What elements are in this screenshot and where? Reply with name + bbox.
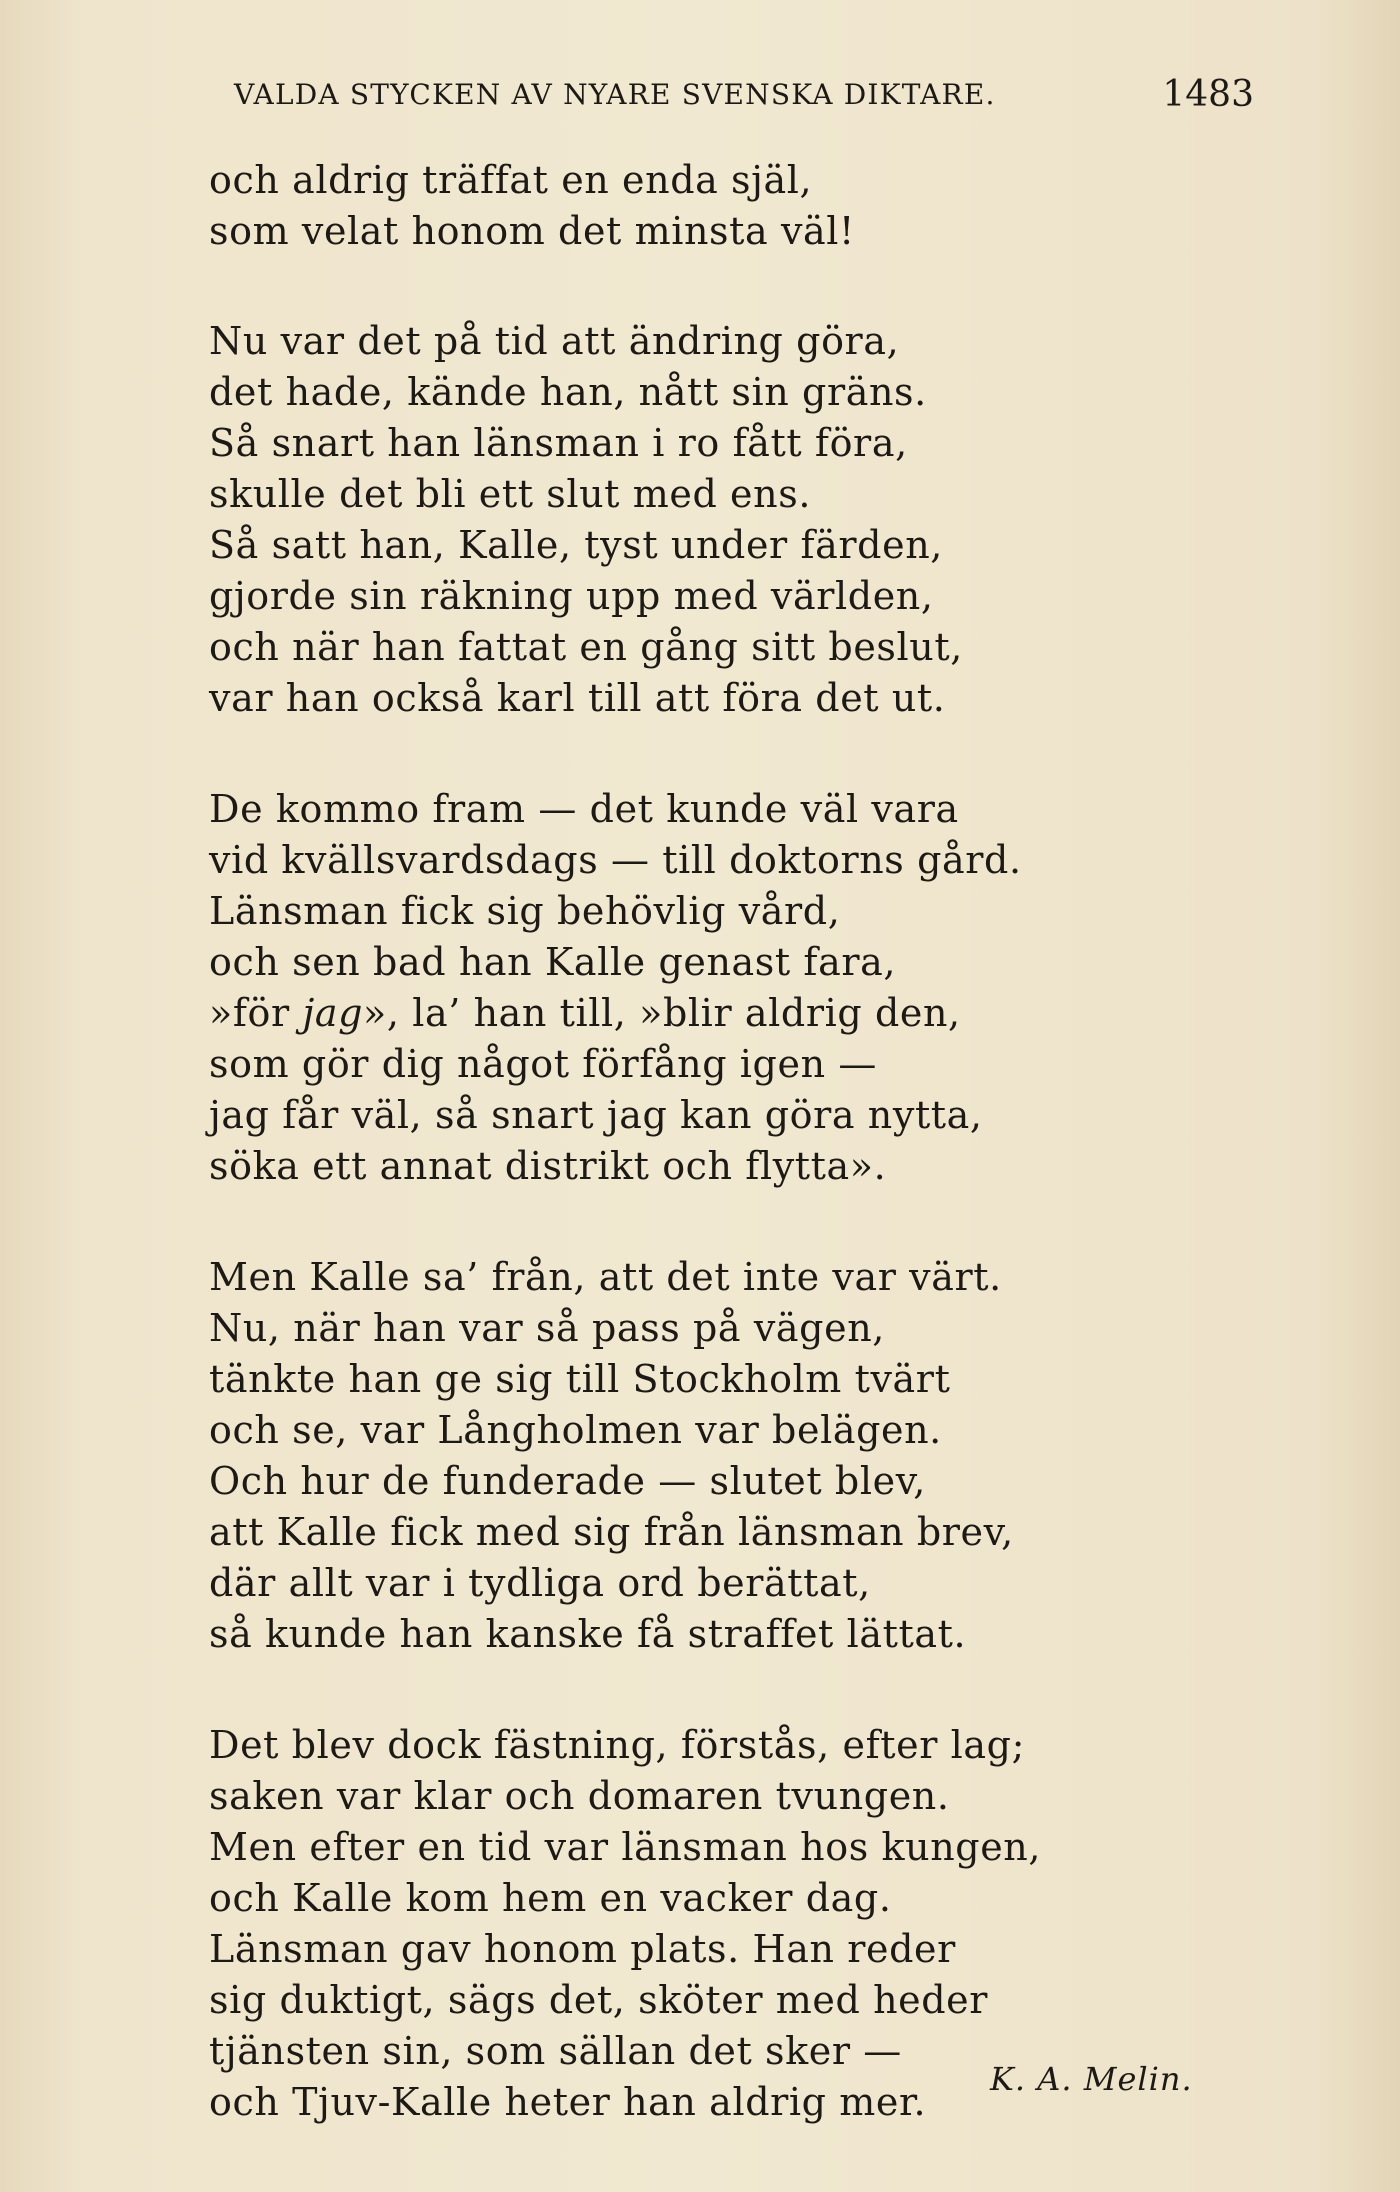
poem-line: Länsman fick sig behövlig vård, — [209, 889, 841, 933]
poem-line: Så satt han, Kalle, tyst under färden, — [209, 523, 943, 567]
poem-line: så kunde han kanske få straffet lättat. — [209, 1612, 967, 1656]
poem-line: och sen bad han Kalle genast fara, — [209, 940, 897, 984]
poem-line: Nu var det på tid att ändring göra, — [209, 319, 900, 363]
poem-line: som velat honom det minsta väl! — [209, 209, 855, 253]
poem-line: och aldrig träffat en enda själ, — [209, 158, 813, 202]
poem-line: De kommo fram — det kunde väl vara — [209, 787, 959, 831]
poem-line: saken var klar och domaren tvungen. — [209, 1774, 950, 1818]
poem-line: det hade, kände han, nått sin gräns. — [209, 370, 927, 414]
poem-line: tjänsten sin, som sällan det sker — — [209, 2029, 902, 2073]
poem-line: Men efter en tid var länsman hos kungen, — [209, 1825, 1042, 1869]
stanza-1 — [209, 155, 1109, 257]
poem-line: Det blev dock fästning, förstås, efter lag; — [209, 1723, 1025, 1767]
poem-line: där allt var i tydliga ord berättat, — [209, 1561, 871, 1605]
running-title: VALDA STYCKEN AV NYARE SVENSKA DIKTARE. — [234, 78, 996, 111]
poem-line: och när han fattat en gång sitt beslut, — [209, 625, 963, 669]
author-signature: K. A. Melin. — [990, 2060, 1193, 2098]
stanza-5 — [209, 1720, 1109, 2128]
running-head — [234, 74, 1254, 118]
stanza-3 — [209, 784, 1109, 1192]
poem-line: söka ett annat distrikt och flytta». — [209, 1144, 887, 1188]
poem-line: skulle det bli ett slut med ens. — [209, 472, 812, 516]
poem-line: Och hur de funderade — slutet blev, — [209, 1459, 926, 1503]
poem-line: som gör dig något förfång igen — — [209, 1042, 877, 1086]
poem-line: och Tjuv-Kalle heter han aldrig mer. — [209, 2080, 927, 2124]
poem-line: Länsman gav honom plats. Han reder — [209, 1927, 956, 1971]
poem-line: att Kalle fick med sig från länsman brev, — [209, 1510, 1014, 1554]
page-number: 1483 — [1162, 74, 1254, 115]
stanza-2 — [209, 316, 1109, 724]
poem-line: Nu, när han var så pass på vägen, — [209, 1306, 885, 1350]
line-segment: »för — [209, 991, 303, 1035]
poem-body — [209, 155, 1109, 2128]
line-segment: », la’ han till, »blir aldrig den, — [363, 991, 961, 1035]
poem-line: Så snart han länsman i ro fått föra, — [209, 421, 908, 465]
poem-line: och se, var Långholmen var belägen. — [209, 1408, 942, 1452]
poem-line: vid kvällsvardsdags — till doktorns gård. — [209, 838, 1022, 882]
poem-line: sig duktigt, sägs det, sköter med heder — [209, 1978, 989, 2022]
poem-line: och Kalle kom hem en vacker dag. — [209, 1876, 892, 1920]
poem-line-with-italic — [209, 988, 1109, 1039]
poem-line: gjorde sin räkning upp med världen, — [209, 574, 934, 618]
poem-line: tänkte han ge sig till Stockholm tvärt — [209, 1357, 951, 1401]
poem-line: var han också karl till att föra det ut. — [209, 676, 946, 720]
poem-line: jag får väl, så snart jag kan göra nytta, — [209, 1093, 983, 1137]
stanza-4 — [209, 1252, 1109, 1660]
poem-line: Men Kalle sa’ från, att det inte var värt. — [209, 1255, 1002, 1299]
italic-word: jag — [302, 991, 364, 1035]
